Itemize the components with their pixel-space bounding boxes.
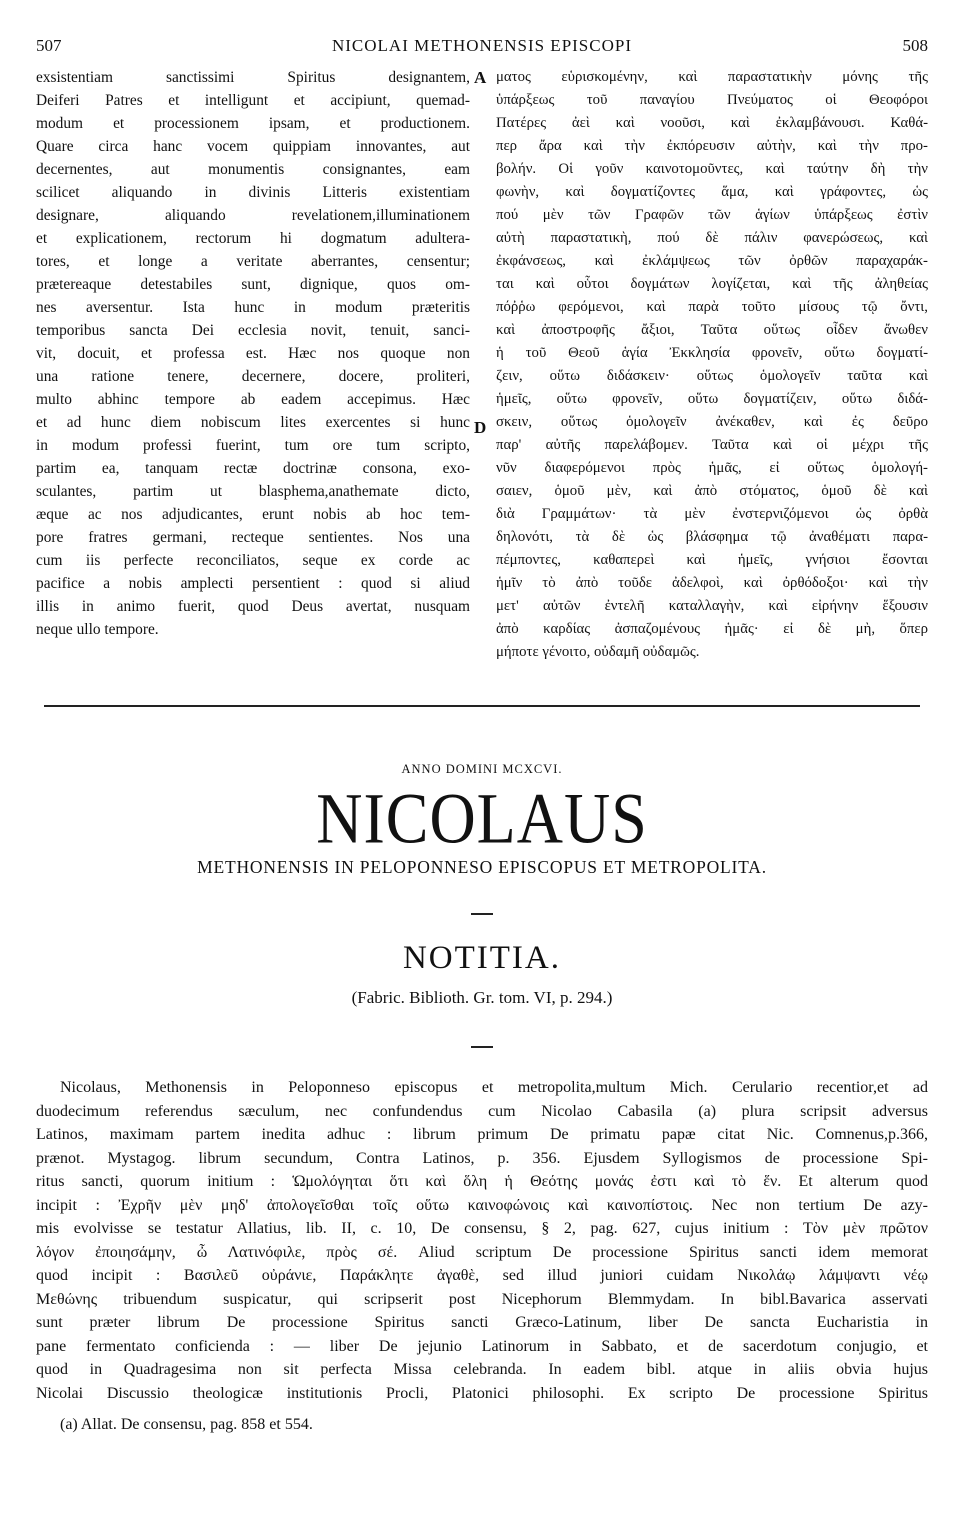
body-line: Latinos, maximam partem inedita adhuc : librum primum De primatu papæ citat Nic. Comnenus,p.366,: [36, 1126, 928, 1143]
body-line: λόγον ἐποιησάμην, ὦ Λατινόφιλε, πρὸς σέ. Aliud scriptum De processione Spiritus sancti idem memorat: [36, 1243, 928, 1261]
margin-marker-d: D: [474, 418, 487, 437]
latin-line: in modum professi fuerint, tum ore tum scripto,: [36, 437, 470, 454]
running-title: NICOLAI METHONENSIS EPISCOPI: [331, 36, 632, 55]
latin-line: æque ac nos adjudicantes, erunt nobis ab hoc tem-: [36, 506, 470, 523]
body-line: quod incipit : Βασιλεῦ οὐράνιε, Παράκλητε ἀγαθὲ, sed illud juniori cuidam Νικολάῳ λάμψαντι νέῳ: [36, 1267, 928, 1284]
body-line: mis evolvisse se testatur Allatius, lib. II, c. 10, De consensu, § 2, pag. 627, cujus initium : Τὸν μὲν πρῶτον: [36, 1220, 928, 1237]
latin-line: nes aversentur. Ista hunc in modum præteritis: [36, 299, 470, 316]
greek-line: ὑπάρξεως τοῦ παναγίου Πνεύματος οἱ Θεοφόροι: [496, 92, 928, 108]
page-header: [36, 36, 928, 58]
latin-line: illis in animo fuerit, quod Deus avertat, nusquam: [36, 598, 470, 615]
greek-line: μετ' αὐτῶν ἐντελῆ καταλλαγὴν, καὶ εἰρήνην ἕξουσιν: [496, 598, 928, 614]
notitia-heading: NOTITIA.: [402, 940, 562, 976]
body-line: incipit : Ἐχρῆν μὲν μηδ' ἀπολογεῖσθαι τοῖς οὕτω καινοφώνοις καὶ καινοπίστοις. Nec non tertium De azy-: [36, 1196, 928, 1214]
greek-line: ἡ τοῦ Θεοῦ ἁγία Ἐκκλησία φρονεῖν, οὕτω δογματί-: [496, 345, 928, 361]
body-line: duodecimum referendus sæculum, nec confundendus cum Nicolao Cabasila (a) plura scripsit adversus: [36, 1102, 928, 1120]
greek-line: ἐκφάνσεως, καὶ ἐκλάμψεως τῶν ὀρθῶν παραχαράκ-: [496, 253, 928, 269]
greek-line: ται καὶ οὗτοι δογμάτων λογίζεται, καὶ τῆς ἀληθείας: [496, 276, 928, 292]
section-subtitle: METHONENSIS IN PELOPONNESO EPISCOPUS ET METROPOLITA.: [197, 857, 767, 877]
greek-line: ματος εὑρισκομένην, καὶ παραστατικὴν μόνης τῆς: [496, 69, 928, 85]
greek-line: πέμποντες, καθαπερεὶ καὶ ἡμεῖς, γνήσιοι ἔσονται: [496, 552, 928, 568]
latin-column: [36, 66, 470, 641]
latin-line: partim ea, tanquam rectæ doctrinæ consona, exo-: [36, 460, 470, 477]
body-line: ritus sancti, quorum initium : Ὡμολόγηται ὅτι καὶ ὅλη ἡ Θεότης μονάς ἐστι καὶ τὸ ἕν. Et alterum quod: [36, 1173, 928, 1190]
latin-line: pore fratres germani, recteque sentientes. Nos una: [36, 529, 470, 546]
margin-marker-a: A: [474, 68, 487, 87]
body-line: Nicolai Discussio theologicæ institutionis Procli, Platonici philosophi. Ex scripto De processione Spiritus: [36, 1384, 928, 1402]
latin-line: multo abhinc tempore ab eadem accepimus. Hæc: [36, 391, 470, 408]
latin-line: modum et processionem ipsam, et productionem.: [36, 115, 470, 132]
latin-line: decernentes, aut monumentis consignantes, eam: [36, 161, 470, 178]
greek-line: πού μὲν τῶν Γραφῶν τῶν ἁγίων ὑπάρξεως ἐστὶν: [496, 207, 928, 223]
greek-line: καὶ ἀποστροφῆς ἄξιοι, Ταῦτα οὕτως οἶδεν ἄνωθεν: [496, 322, 928, 338]
body-line: Μεθώνης tribuendum suspicatur, qui scripserit post Nicephorum Blemmydam. In bibl.Bavarica asservati: [36, 1290, 928, 1308]
greek-line: ζειν, οὕτω διδάσκειν· οὕτως ὁμολογεῖν ταῦτα καὶ: [496, 368, 928, 384]
latin-line: et explicationem, rectorum hi dogmatum adultera-: [36, 230, 470, 247]
greek-line: βολήν. Οἱ γοῦν καινοτομοῦντες, καὶ ταύτην δὴ τὴν: [496, 161, 928, 177]
anno-domini-line: ANNO DOMINI MCXCVI.: [401, 762, 563, 776]
latin-line: cum iis perfecte reconciliatos, seque ex corde ac: [36, 552, 470, 569]
latin-line: et ad hunc diem nobiscum lites exercentes si hunc: [36, 414, 470, 431]
latin-line: sculantes, partim ut blasphema,anathemate dicto,: [36, 483, 470, 500]
latin-line: neque ullo tempore.: [36, 621, 159, 638]
greek-line: σκειν, οὕτως ὁμολογεῖν ἀνέκαθεν, καὶ ἐς δεῦρο: [496, 414, 928, 430]
latin-line: pacifice a nobis amplecti persentient : quod si aliud: [36, 575, 470, 592]
greek-line: περ ἄρα καὶ τὴν ἐκπόρευσιν αὐτὴν, καὶ τὴν προ-: [496, 138, 928, 154]
greek-line: παρ' αὐτῆς παρελάβομεν. Ταῦτα καὶ οἱ μέχρι τῆς: [496, 437, 928, 453]
latin-line: vit, docuit, et professa est. Hæc nos quoque non: [36, 345, 470, 362]
section-divider: [44, 705, 920, 707]
greek-line: διὰ Γραμμάτων· τὰ μὲν ἐνστερνιζόμενοι ὡς ὀρθὰ: [496, 506, 928, 522]
greek-line: πόῤῥω φερόμενοι, καὶ παρὰ τοῦτο μίσους τῷ ὄντι,: [496, 299, 928, 315]
body-line: prænot. Mystagog. librum secundum, Contra Latinos, p. 356. Ejusdem Syllogismos de processione Spi-: [36, 1149, 928, 1167]
notitia-body: [36, 1076, 928, 1405]
section-title: NICOLAUS: [316, 778, 648, 859]
latin-line: tores, et longe a veritate aberrantes, censentur;: [36, 253, 470, 270]
greek-line: σαιεν, ὁμοῦ μὲν, καὶ ἀπὸ στόματος, ὁμοῦ δὲ καὶ: [496, 483, 928, 499]
greek-line: δηλονότι, τὰ δὲ ὡς βλάσφημα τῷ ἀναθέματι παρα-: [496, 529, 928, 545]
latin-line: una ratione tenere, decernere, docere, proliteri,: [36, 368, 470, 385]
greek-line: ἡμεῖς, οὕτω φρονεῖν, οὕτω δογματίζειν, οὕτω διδά-: [496, 391, 928, 407]
latin-line: scilicet aliquando in divinis Litteris existentiam: [36, 184, 470, 201]
latin-line: exsistentiam sanctissimi Spiritus designantem,: [36, 69, 470, 86]
latin-line: Quare circa hanc vocem quippiam innovantes, aut: [36, 138, 470, 155]
latin-line: temporibus sancta Dei ecclesia novit, tenuit, sanci-: [36, 322, 470, 339]
source-citation: (Fabric. Biblioth. Gr. tom. VI, p. 294.): [351, 988, 613, 1007]
greek-line: Πατέρες ἀεὶ καὶ νοοῦσι, καὶ ἐκλαμβάνουσι. Καθά-: [496, 115, 928, 131]
greek-line: ἡμῖν τὸ ἀπὸ τοῦδε ἀδελφοὶ, καὶ ὀρθόδοξοι· καὶ τὴν: [496, 575, 928, 591]
short-rule: [471, 1046, 493, 1048]
greek-line: φωνὴν, καὶ δογματίζοντες ἅμα, καὶ γράφοντες, ὡς: [496, 184, 928, 200]
body-line: Nicolaus, Methonensis in Peloponneso episcopus et metropolita,multum Mich. Cerulario recentior,et ad: [60, 1079, 928, 1096]
short-rule: [471, 913, 493, 915]
greek-line: μήποτε γένοιτο, οὐδαμῆ οὐδαμῶς.: [496, 644, 700, 660]
body-line: sunt præter librum De processione Spiritus sancti Græco-Latinum, liber De sancta Eucharistia in: [36, 1314, 928, 1331]
page-number-left: 507: [36, 36, 62, 55]
latin-line: designare, aliquando revelationem,illuminationem: [36, 207, 470, 224]
latin-line: Deiferi Patres et intelligunt et accipiunt, quemad-: [36, 92, 470, 109]
greek-line: νῦν διαφερόμενοι πρὸς ἡμᾶς, εἰ οὕτως ὁμολογή-: [496, 460, 928, 476]
greek-line: αὐτὴ παραστατικὴ, πού δὲ πάλιν φανερώσεως, καὶ: [496, 230, 928, 246]
greek-line: ἀπὸ καρδίας ἀσπαζομένους ἡμᾶς· εἰ δὲ μὴ, ὅπερ: [496, 621, 928, 637]
page-number-right: 508: [902, 36, 928, 55]
greek-column: [496, 66, 928, 664]
latin-line: prætereaque detestabiles sunt, dignique, quos om-: [36, 276, 470, 293]
body-line: pane fermentato conficienda : — liber De jejunio Latinorum in Sabbato, et de sacerdotum conjugio, et: [36, 1337, 928, 1355]
body-line: quod in Quadragesima non sit perfecta Missa celebranda. In eadem bibl. atque in aliis obvia hujus: [36, 1361, 928, 1378]
footnote: (a) Allat. De consensu, pag. 858 et 554.: [60, 1416, 313, 1433]
